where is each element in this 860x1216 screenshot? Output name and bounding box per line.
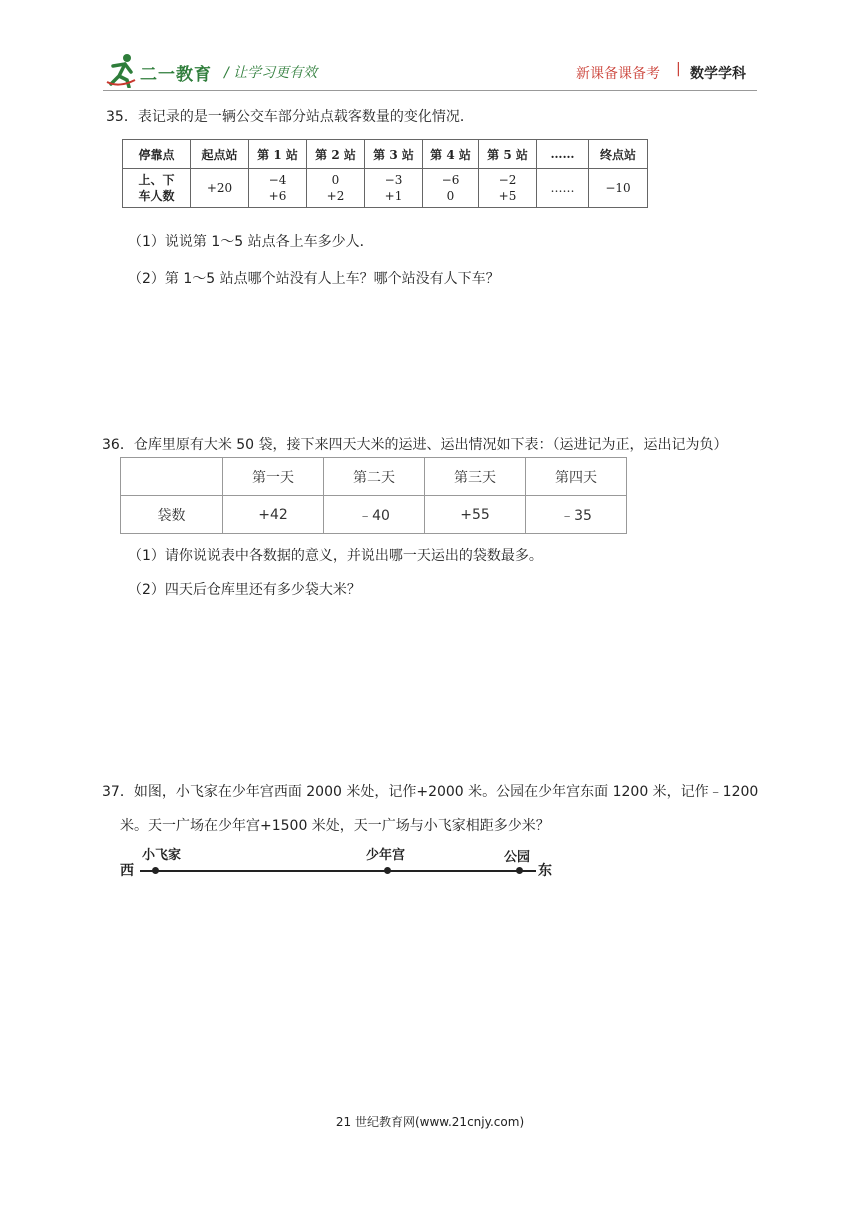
start-station-cell: +20 [191, 169, 249, 208]
row-label-line2: 车人数 [138, 189, 175, 203]
table-header-cell: …… [537, 140, 589, 169]
end-station-cell: −10 [589, 169, 648, 208]
getting-off-value: −4 [268, 173, 287, 187]
page-header [0, 0, 860, 96]
page-footer: 21 世纪教育网(www.21cnjy.com) [335, 1115, 525, 1129]
table-cell: ﹣35 [526, 496, 627, 534]
station-cell [307, 169, 365, 208]
table-header-cell: 终点站 [589, 140, 648, 169]
table-header-row [123, 140, 648, 169]
west-label: 西 [120, 863, 134, 879]
table-header-cell: 停靠点 [123, 140, 191, 169]
getting-on-value: +1 [384, 189, 403, 203]
getting-on-value: +6 [268, 189, 287, 203]
getting-on-value: +2 [326, 189, 345, 203]
table-header-cell: 第四天 [526, 458, 627, 496]
home-point [152, 867, 159, 874]
getting-on-value: 0 [446, 189, 455, 203]
table-header-cell: 第 2 站 [307, 140, 365, 169]
ellipsis-cell: …… [537, 169, 589, 208]
table-header-cell: 第一天 [223, 458, 324, 496]
table-header-cell: 第 3 站 [365, 140, 423, 169]
home-label: 小飞家 [142, 848, 182, 863]
logo-text: 二一教育 [140, 65, 212, 85]
table-header-cell: 第二天 [324, 458, 425, 496]
table-header-cell: 第 4 站 [423, 140, 479, 169]
table-cell: +55 [425, 496, 526, 534]
palace-point [384, 867, 391, 874]
table-cell: ﹣40 [324, 496, 425, 534]
row-label-cell [123, 169, 191, 208]
number-line [140, 870, 536, 872]
station-cell [365, 169, 423, 208]
table-row [123, 169, 648, 208]
number-line-diagram [118, 842, 568, 882]
station-cell [249, 169, 307, 208]
running-man-logo-icon [105, 52, 137, 88]
table-row [121, 496, 627, 534]
getting-off-value: 0 [331, 173, 340, 187]
table-header-cell: 第 5 站 [479, 140, 537, 169]
tagline-separator: | [676, 61, 681, 77]
q36-subquestion-1: （1）请你说说表中各数据的意义，并说出哪一天运出的袋数最多。 [128, 548, 543, 564]
palace-label: 少年宫 [366, 848, 406, 863]
east-label: 东 [538, 863, 552, 879]
getting-on-value: +5 [498, 189, 517, 203]
bus-passenger-table [122, 139, 648, 208]
station-cell [479, 169, 537, 208]
q35-stem: 35．表记录的是一辆公交车部分站点载客数量的变化情况． [106, 109, 474, 125]
park-point [516, 867, 523, 874]
getting-off-value: −6 [441, 173, 460, 187]
table-header-cell [121, 458, 223, 496]
q36-stem: 36．仓库里原有大米 50 袋，接下来四天大米的运进、运出情况如下表：（运进记为正，运出记为负） [102, 437, 728, 453]
q35-subquestion-2: （2）第 1～5 站点哪个站没有人上车？哪个站没有人下车？ [128, 271, 500, 287]
table-header-cell: 第三天 [425, 458, 526, 496]
tagline-prep: 新课备课备考 [576, 66, 660, 82]
table-header-cell: 起点站 [191, 140, 249, 169]
q35-subquestion-1: （1）说说第 1～5 站点各上车多少人． [128, 234, 374, 250]
table-cell: 袋数 [121, 496, 223, 534]
table-cell: +42 [223, 496, 324, 534]
row-label-line1: 上、下 [138, 173, 175, 187]
table-header-row [121, 458, 627, 496]
q37-stem-line1: 37．如图，小飞家在少年宫西面 2000 米处，记作+2000 米。公园在少年宫东面 1200 米，记作﹣1200 [102, 784, 759, 800]
slogan: / 让学习更有效 [224, 65, 318, 81]
getting-off-value: −3 [384, 173, 403, 187]
station-cell [423, 169, 479, 208]
tagline-subject: 数学学科 [690, 66, 746, 82]
park-label: 公园 [504, 850, 531, 865]
rice-bags-table [120, 457, 627, 534]
header-divider [103, 90, 757, 91]
getting-off-value: −2 [498, 173, 517, 187]
q36-subquestion-2: （2）四天后仓库里还有多少袋大米？ [128, 582, 361, 598]
table-header-cell: 第 1 站 [249, 140, 307, 169]
q37-stem-line2: 米。天一广场在少年宫+1500 米处，天一广场与小飞家相距多少米？ [120, 818, 550, 834]
